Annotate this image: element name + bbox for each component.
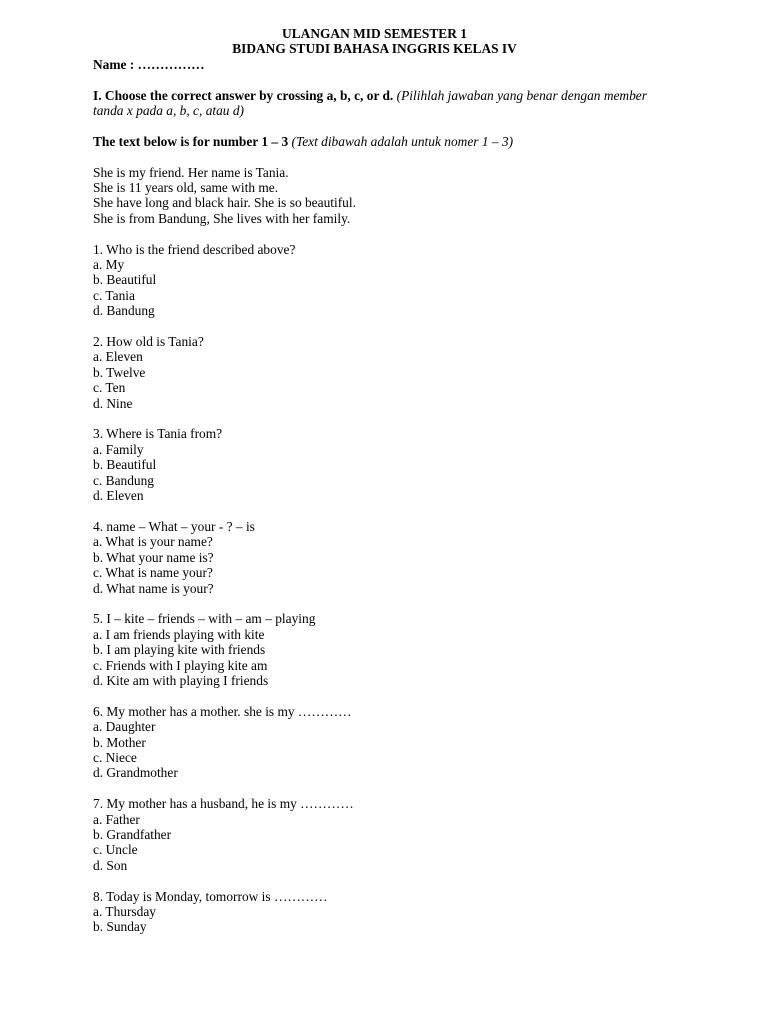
answer-option[interactable]: a. My bbox=[93, 257, 125, 273]
question-block bbox=[93, 796, 653, 873]
question-text: 7. My mother has a husband, he is my ………… bbox=[93, 796, 354, 812]
document-content bbox=[93, 26, 653, 935]
question-block bbox=[93, 426, 653, 503]
answer-option[interactable]: b. I am playing kite with friends bbox=[93, 642, 266, 658]
question-text: 4. name – What – your - ? – is bbox=[93, 518, 255, 534]
answer-option[interactable]: c. Bandung bbox=[93, 472, 154, 488]
answer-option[interactable]: b. Beautiful bbox=[93, 457, 157, 473]
answer-option[interactable]: d. Grandmother bbox=[93, 765, 178, 781]
instruction bbox=[93, 88, 653, 119]
answer-option[interactable]: c. Uncle bbox=[93, 842, 138, 858]
passage-line: She is my friend. Her name is Tania. bbox=[93, 164, 289, 180]
answer-option[interactable]: d. Son bbox=[93, 857, 128, 873]
question-text: 6. My mother has a mother. she is my ………… bbox=[93, 703, 352, 719]
question-block bbox=[93, 611, 653, 688]
answer-option[interactable]: b. Beautiful bbox=[93, 272, 157, 288]
instruction-bold: I. Choose the correct answer by crossing a, b, c, or d. bbox=[93, 87, 394, 103]
answer-option[interactable]: a. Thursday bbox=[93, 903, 156, 919]
question-text: 8. Today is Monday, tomorrow is ………… bbox=[93, 888, 328, 904]
answer-option[interactable]: a. I am friends playing with kite bbox=[93, 626, 265, 642]
exam-title: ULANGAN MID SEMESTER 1 bbox=[282, 26, 467, 41]
answer-option[interactable]: d. What name is your? bbox=[93, 580, 214, 596]
question-text: 5. I – kite – friends – with – am – playing bbox=[93, 611, 316, 627]
question-text: 3. Where is Tania from? bbox=[93, 426, 223, 442]
answer-option[interactable]: c. Tania bbox=[93, 287, 135, 303]
answer-option[interactable]: c. What is name your? bbox=[93, 565, 213, 581]
answer-option[interactable]: c. Niece bbox=[93, 749, 137, 765]
answer-option[interactable]: b. Sunday bbox=[93, 919, 147, 935]
question-text: 2. How old is Tania? bbox=[93, 334, 204, 350]
answer-option[interactable]: d. Nine bbox=[93, 395, 133, 411]
answer-option[interactable]: c. Friends with I playing kite am bbox=[93, 657, 268, 673]
text-intro-bold: The text below is for number 1 – 3 bbox=[93, 133, 289, 149]
answer-option[interactable]: a. Father bbox=[93, 811, 140, 827]
passage-line: She is from Bandung, She lives with her family. bbox=[93, 210, 351, 226]
exam-subtitle: BIDANG STUDI BAHASA INGGRIS KELAS IV bbox=[232, 41, 517, 57]
question-text: 1. Who is the friend described above? bbox=[93, 241, 296, 257]
question-block bbox=[93, 889, 653, 935]
question-list bbox=[93, 226, 653, 935]
answer-option[interactable]: d. Bandung bbox=[93, 303, 155, 319]
answer-option[interactable]: a. Eleven bbox=[93, 349, 143, 365]
answer-option[interactable]: a. Daughter bbox=[93, 719, 156, 735]
question-block bbox=[93, 519, 653, 596]
answer-option[interactable]: c. Ten bbox=[93, 380, 126, 396]
answer-option[interactable]: b. What your name is? bbox=[93, 549, 214, 565]
answer-option[interactable]: b. Grandfather bbox=[93, 826, 172, 842]
passage-line: She have long and black hair. She is so beautiful. bbox=[93, 195, 356, 211]
instruction-italic: (Pilihlah jawaban yang benar dengan member tanda x pada a, b, c, atau d) bbox=[93, 87, 647, 119]
answer-option[interactable]: d. Kite am with playing I friends bbox=[93, 672, 269, 688]
text-intro-italic: (Text dibawah adalah untuk nomer 1 – 3) bbox=[291, 133, 514, 149]
reading-passage bbox=[93, 165, 653, 227]
question-block bbox=[93, 334, 653, 411]
answer-option[interactable]: d. Eleven bbox=[93, 488, 144, 504]
passage-line: She is 11 years old, same with me. bbox=[93, 180, 279, 196]
name-field-label: Name : …………… bbox=[93, 56, 205, 72]
question-block bbox=[93, 242, 653, 319]
answer-option[interactable]: b. Mother bbox=[93, 734, 146, 750]
answer-option[interactable]: b. Twelve bbox=[93, 364, 146, 380]
question-block bbox=[93, 704, 653, 781]
answer-option[interactable]: a. Family bbox=[93, 441, 144, 457]
answer-option[interactable]: a. What is your name? bbox=[93, 534, 213, 550]
text-intro bbox=[93, 134, 653, 149]
